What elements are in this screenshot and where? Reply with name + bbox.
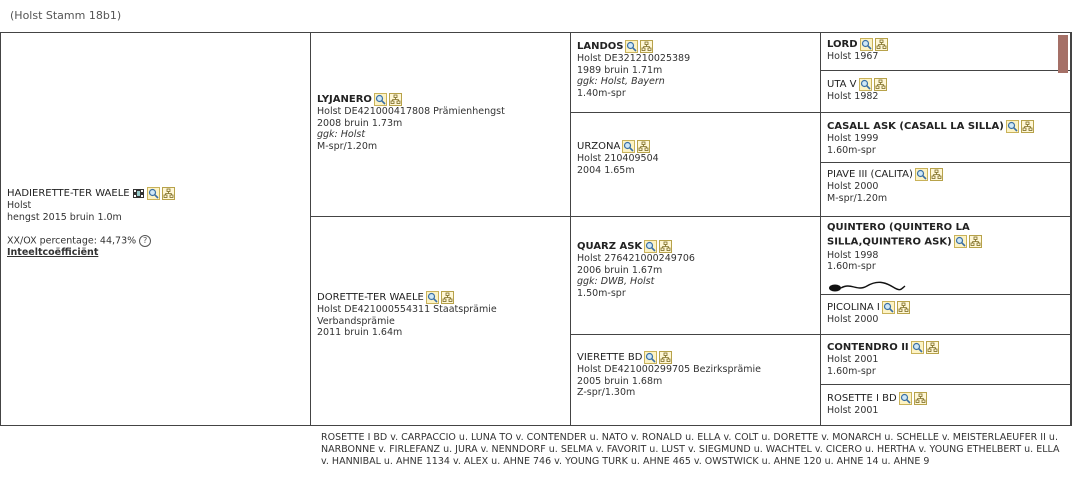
g4-name-6[interactable]: CONTENDRO II [827,342,909,353]
search-icon[interactable] [426,291,439,304]
g4-cell-1 [821,71,1071,113]
g4-cell-3 [821,163,1071,217]
dam-line2: Verbandsprämie [317,315,395,327]
g4-cell-0 [821,33,1071,71]
g4-cell-4 [821,217,1071,295]
g4-name-3[interactable]: PIAVE III (CALITA) [827,169,913,180]
ds-line2: 2006 bruin 1.67m [577,264,663,276]
subject-studbook: Holst [7,200,32,211]
pedigree-icon[interactable] [914,392,927,405]
ds-line3: 1.50m-spr [577,287,626,299]
search-icon[interactable] [1006,120,1019,133]
dam-name[interactable]: DORETTE-TER WAELE [317,292,424,303]
sire-line1: Holst DE421000417808 Prämienhengst [317,106,505,117]
search-icon[interactable] [644,240,657,253]
pedigree-icon[interactable] [874,78,887,91]
g4-cell-7 [821,385,1071,425]
subject-name[interactable]: HADIERETTE-TER WAELE [7,188,130,199]
search-icon[interactable] [882,301,895,314]
dd-line1: Holst DE421000299705 Bezirksprämie [577,364,761,375]
pedigree-icon[interactable] [389,93,402,106]
ds-line1: Holst 276421000249706 [577,253,695,264]
signature-mark-icon [827,280,907,294]
ss-line1: Holst DE321210025389 [577,53,691,64]
search-icon[interactable] [644,351,657,364]
search-icon[interactable] [954,235,967,248]
dam-line1: Holst DE421000554311 Staatsprämie [317,304,497,315]
sd-name[interactable]: URZONA [577,141,621,152]
subject-details: hengst 2015 bruin 1.0m [7,211,122,223]
g4-name-7[interactable]: ROSETTE I BD [827,393,897,404]
ds-ggk: ggk: DWB, Holst [577,276,655,287]
search-icon[interactable] [860,38,873,51]
g4-line1-1: Holst 1982 [827,91,879,102]
sire-line3: M-spr/1.20m [317,140,378,152]
pedigree-icon[interactable] [930,168,943,181]
xxox-percentage: XX/OX percentage: 44,73% [7,235,137,246]
g4-line1-3: Holst 2000 [827,181,879,192]
search-icon[interactable] [625,40,638,53]
g4-name-0[interactable]: LORD [827,39,858,50]
g4-cell-6 [821,335,1071,385]
dd-name[interactable]: VIERETTE BD [577,352,643,363]
ss-cell [571,33,821,113]
g4-name-1[interactable]: UTA V [827,79,857,90]
search-icon[interactable] [622,140,635,153]
subject-cell [1,33,311,425]
pedigree-icon[interactable] [1021,120,1034,133]
g4-line1-0: Holst 1967 [827,51,879,62]
inbreeding-link[interactable]: Inteeltcoëfficiënt [7,246,99,258]
g4-line2-3: M-spr/1.20m [827,192,888,204]
g4-name-2[interactable]: CASALL ASK (CASALL LA SILLA) [827,121,1004,132]
g4-name-5[interactable]: PICOLINA I [827,302,880,313]
pedigree-table [0,32,1072,426]
g4-line1-2: Holst 1999 [827,133,879,144]
dd-cell [571,335,821,425]
video-icon[interactable] [132,187,145,200]
ss-line2: 1989 bruin 1.71m [577,64,663,76]
sd-line1: Holst 210409504 [577,153,659,164]
g4-name-4[interactable]: QUINTERO (QUINTERO LA [827,222,970,233]
sd-cell [571,113,821,217]
g4-cell-2 [821,113,1071,163]
g4-line2-4: 1.60m-spr [827,261,876,272]
sire-ggk: ggk: Holst [317,129,366,140]
sire-cell [311,33,571,217]
g4-line1-7: Holst 2001 [827,405,879,416]
search-icon[interactable] [147,187,160,200]
help-icon[interactable]: ? [139,235,151,247]
pedigree-icon[interactable] [637,140,650,153]
g4-name2-4[interactable]: SILLA,QUINTERO ASK) [827,236,952,248]
search-icon[interactable] [899,392,912,405]
pedigree-icon[interactable] [640,40,653,53]
g4-line2-2: 1.60m-spr [827,144,876,156]
pedigree-icon[interactable] [441,291,454,304]
search-icon[interactable] [859,78,872,91]
dam-line3: 2011 bruin 1.64m [317,327,403,338]
stamm-label: (Holst Stamm 18b1) [10,9,122,22]
g4-line1-6: Holst 2001 [827,354,879,365]
g4-line1-4: Holst 1998 [827,249,879,261]
search-icon[interactable] [911,341,924,354]
dam-cell [311,217,571,425]
pedigree-icon[interactable] [926,341,939,354]
sire-line2: 2008 bruin 1.73m [317,117,403,129]
g4-cell-5 [821,295,1071,335]
g4-line2-6: 1.60m-spr [827,365,876,377]
pedigree-icon[interactable] [659,240,672,253]
dd-line2: 2005 bruin 1.68m [577,375,663,387]
pedigree-icon[interactable] [875,38,888,51]
search-icon[interactable] [374,93,387,106]
dd-line3: Z-spr/1.30m [577,387,636,398]
pedigree-icon[interactable] [659,351,672,364]
ss-ggk: ggk: Holst, Bayern [577,76,665,87]
dam-line-text: ROSETTE I BD v. CARPACCIO u. LUNA TO v. CONTENDER u. NATO v. RONALD u. ELLA v. COLT u. DORETTE v. MONARCH u. SCHELLE v. MEISTERLAEUFER II u. NARBONNE v. FIRLEFANZ u. JURA v. NENNDORF u. SELMA v. FAVORIT u. LUST v. SIEGMUND u. WACHTEL v. CICERO u. HERTHA v. YOUNG ETHELBERT u. ELLA v. HANNIBAL u. AHNE 1134 v. ALEX u. AHNE 746 v. YOUNG TURK u. AHNE 465 v. OWSTWICK u. AHNE 120 u. AHNE 14 u. AHNE 9 [321,432,1060,467]
pedigree-icon[interactable] [969,235,982,248]
ds-name[interactable]: QUARZ ASK [577,241,643,252]
g4-line1-5: Holst 2000 [827,314,879,325]
search-icon[interactable] [915,168,928,181]
pedigree-icon[interactable] [162,187,175,200]
pedigree-icon[interactable] [897,301,910,314]
sire-name[interactable]: LYJANERO [317,94,372,105]
ss-line3: 1.40m-spr [577,87,626,99]
ss-name[interactable]: LANDOS [577,41,624,52]
ds-cell [571,217,821,335]
sd-line2: 2004 1.65m [577,164,635,176]
